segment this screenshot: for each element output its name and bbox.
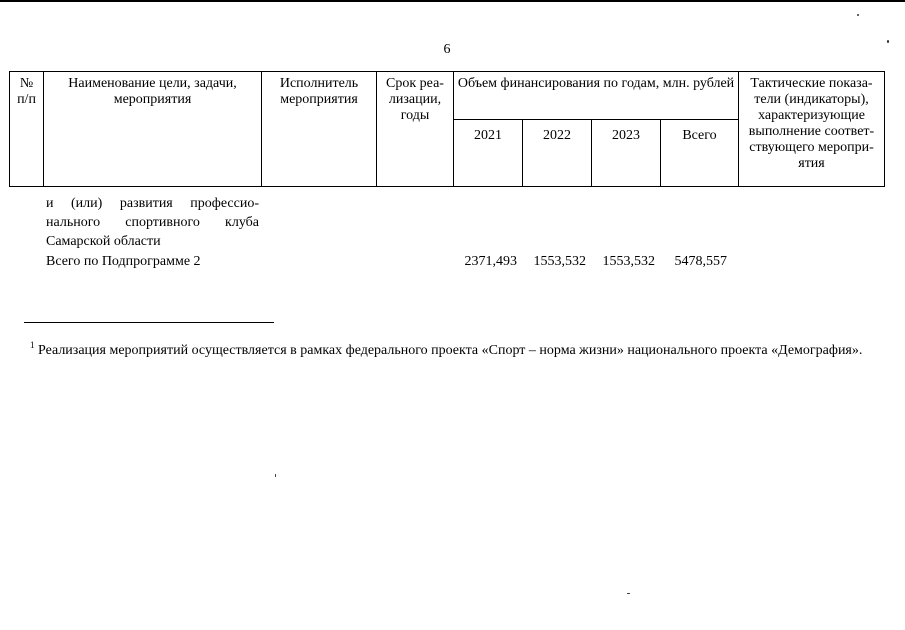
header-year-2022: 2022 xyxy=(523,119,592,186)
footnote-divider xyxy=(24,322,274,323)
header-num: № п/п xyxy=(10,72,44,187)
header-period: Срок реа-лизации, годы xyxy=(377,72,454,187)
header-executor: Исполнитель мероприятия xyxy=(262,72,377,187)
footnote xyxy=(24,336,882,360)
continuation-text: и (или) развития профессио-нального спортивного клуба Самарской области xyxy=(46,196,259,249)
header-year-2021: 2021 xyxy=(454,119,523,186)
total-label: Всего по Подпрограмме 2 xyxy=(46,254,201,269)
total-value-2023: 1553,532 xyxy=(602,254,655,269)
header-indicators: Тактические показа-тели (индикаторы), характеризующие выполнение соответ-ствующего меропри-ятия xyxy=(739,72,885,187)
header-funding: Объем финансирования по годам, млн. рублей xyxy=(454,72,739,120)
header-year-total: Всего xyxy=(661,119,739,186)
total-value-2021: 2371,493 xyxy=(464,254,517,269)
total-value-sum: 5478,557 xyxy=(674,254,727,269)
header-year-2023: 2023 xyxy=(592,119,661,186)
page-number: 6 xyxy=(443,42,451,57)
scan-speck xyxy=(887,40,889,43)
page-top-edge xyxy=(0,0,905,2)
scan-speck xyxy=(857,14,859,16)
header-name: Наименование цели, задачи, мероприятия xyxy=(44,72,262,187)
footnote-marker: 1 xyxy=(30,340,35,350)
scan-speck xyxy=(627,593,630,594)
scan-speck xyxy=(275,474,276,477)
footnote-text: Реализация мероприятий осуществляется в рамках федерального проекта «Спорт – норма жизни» национального проекта «Демография». xyxy=(38,343,863,358)
total-value-2022: 1553,532 xyxy=(533,254,586,269)
table-header xyxy=(9,71,885,187)
